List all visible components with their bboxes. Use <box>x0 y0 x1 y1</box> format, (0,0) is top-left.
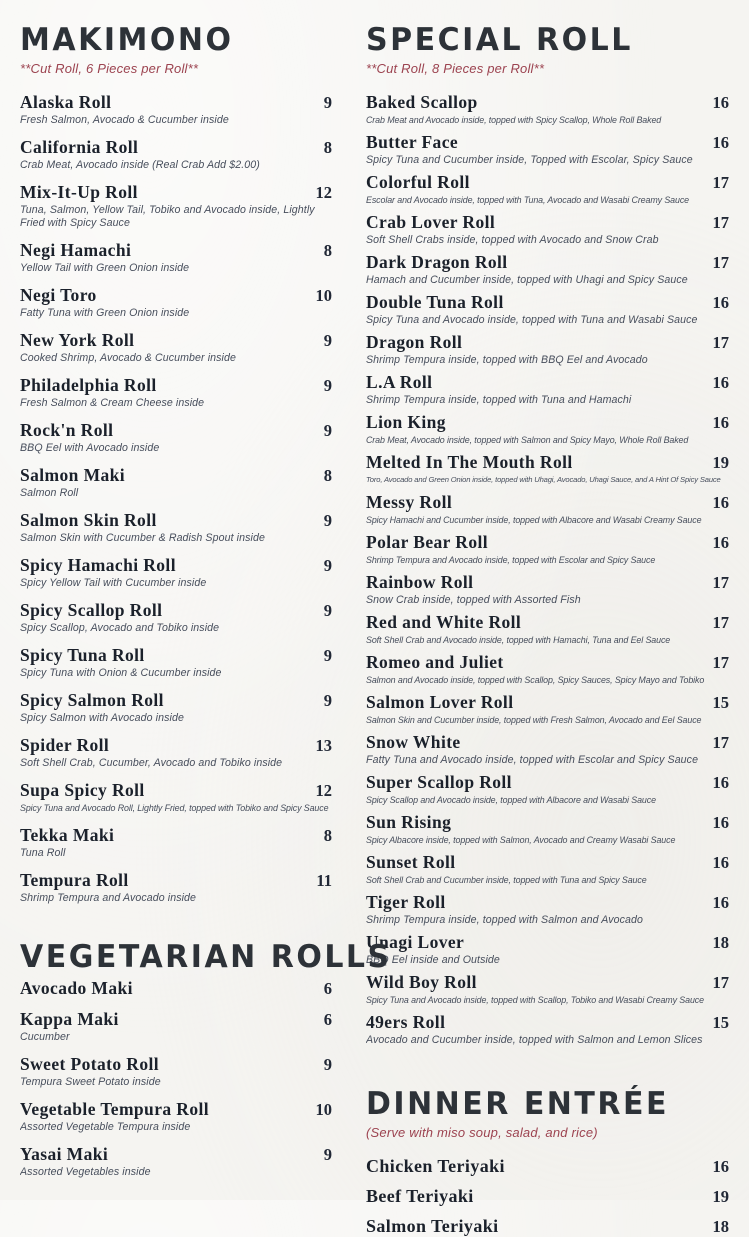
menu-item-price: 16 <box>712 93 729 112</box>
menu-item <box>20 510 332 545</box>
menu-item <box>366 292 729 326</box>
section-title-dinner-entree: DINNER ENTRÉE <box>366 1086 669 1123</box>
menu-item-name: Lion King <box>366 412 446 432</box>
menu-item-description: Toro, Avocado and Green Onion inside, topped with Uhagi, Avocado, Uhagi Sauce, and A Hint Of Spicy Sauce <box>366 475 721 484</box>
menu-item-description: Soft Shell Crab, Cucumber, Avocado and Tobiko inside <box>20 757 283 769</box>
menu-item-description: Salmon Roll <box>20 487 79 499</box>
menu-item-row <box>366 532 729 553</box>
menu-item-price: 16 <box>712 413 729 432</box>
menu-item-name: L.A Roll <box>366 372 433 392</box>
menu-item-description: Spicy Scallop, Avocado and Tobiko inside <box>20 622 220 634</box>
menu-item <box>366 612 729 646</box>
menu-item-price: 16 <box>712 533 729 552</box>
menu-item-row <box>366 812 729 833</box>
menu-item <box>20 1144 332 1179</box>
menu-item <box>20 1054 332 1089</box>
menu-item-row <box>20 375 332 396</box>
menu-item-name: Melted In The Mouth Roll <box>366 452 573 472</box>
menu-item-name: California Roll <box>20 137 139 157</box>
item-list-makimono <box>20 92 332 905</box>
menu-item-row <box>366 972 729 993</box>
menu-item-name: Spicy Tuna Roll <box>20 645 145 665</box>
menu-item-name: Salmon Teriyaki <box>366 1216 499 1236</box>
menu-item-row <box>366 772 729 793</box>
menu-item-name: Philadelphia Roll <box>20 375 157 395</box>
menu-item-name: Tekka Maki <box>20 825 115 845</box>
menu-item-name: Vegetable Tempura Roll <box>20 1099 209 1119</box>
menu-item-name: Salmon Lover Roll <box>366 692 514 712</box>
menu-item-description: Assorted Vegetable Tempura inside <box>20 1121 191 1133</box>
menu-item-name: Chicken Teriyaki <box>366 1156 505 1176</box>
menu-item-name: Baked Scallop <box>366 92 478 112</box>
menu-item-price: 9 <box>323 511 332 530</box>
menu-item-row <box>366 172 729 193</box>
menu-item-name: Crab Lover Roll <box>366 212 496 232</box>
menu-item <box>20 182 332 230</box>
menu-item <box>20 825 332 860</box>
menu-item-description: Tuna Roll <box>20 847 66 859</box>
menu-item-description: Soft Shell Crab and Cucumber inside, topped with Tuna and Spicy Sauce <box>366 875 647 885</box>
menu-item-name: New York Roll <box>20 330 135 350</box>
section-special-roll <box>366 22 729 1046</box>
menu-item-price: 16 <box>712 893 729 912</box>
section-title-special-roll: SPECIAL ROLL <box>366 22 633 59</box>
menu-item-price: 16 <box>712 853 729 872</box>
menu-item <box>366 92 729 126</box>
menu-item-row <box>366 572 729 593</box>
menu-item-row <box>366 892 729 913</box>
menu-item-description: Cooked Shrimp, Avocado & Cucumber inside <box>20 352 236 364</box>
item-list-special-roll <box>366 92 729 1046</box>
menu-item <box>20 1009 332 1044</box>
menu-item-description: Shrimp Tempura and Avocado inside <box>20 892 197 904</box>
menu-item-name: Sweet Potato Roll <box>20 1054 159 1074</box>
menu-item-name: Snow White <box>366 732 461 752</box>
menu-item-row <box>366 332 729 353</box>
menu-item-price: 18 <box>712 933 729 952</box>
menu-item-price: 8 <box>323 241 332 260</box>
menu-item-price: 12 <box>315 781 332 800</box>
menu-item <box>366 932 729 966</box>
menu-item-row <box>366 1012 729 1033</box>
menu-item-name: Tiger Roll <box>366 892 446 912</box>
menu-item <box>20 375 332 410</box>
menu-item-row <box>366 1156 729 1177</box>
menu-item-name: Mix-It-Up Roll <box>20 182 138 202</box>
menu-item-price: 9 <box>323 1055 332 1074</box>
menu-item-price: 12 <box>315 183 332 202</box>
menu-item-description: Fresh Salmon & Cream Cheese inside <box>20 397 205 409</box>
menu-item <box>20 645 332 680</box>
menu-item-price: 16 <box>712 773 729 792</box>
menu-item-description: Spicy Scallop and Avocado inside, topped with Albacore and Wasabi Sauce <box>366 795 656 805</box>
menu-item <box>366 532 729 566</box>
menu-item-row <box>366 492 729 513</box>
menu-item-row <box>20 870 332 891</box>
menu-item-description: Crab Meat, Avocado inside, topped with Salmon and Spicy Mayo, Whole Roll Baked <box>366 435 689 445</box>
menu-item-row <box>20 510 332 531</box>
menu-item-row <box>20 690 332 711</box>
menu-item-row <box>366 852 729 873</box>
menu-item-row <box>20 555 332 576</box>
menu-item-row <box>20 182 332 203</box>
menu-item-name: Spicy Scallop Roll <box>20 600 163 620</box>
menu-item-name: Dark Dragon Roll <box>366 252 508 272</box>
menu-item-row <box>20 645 332 666</box>
menu-item <box>20 92 332 127</box>
menu-item-price: 10 <box>315 286 332 305</box>
menu-item <box>20 420 332 455</box>
menu-item <box>366 492 729 526</box>
menu-item-name: Spider Roll <box>20 735 110 755</box>
menu-item-price: 17 <box>712 213 729 232</box>
menu-item-price: 16 <box>712 133 729 152</box>
menu-item <box>366 692 729 726</box>
menu-item-name: 49ers Roll <box>366 1012 446 1032</box>
menu-item-description: Salmon Skin with Cucumber & Radish Spout inside <box>20 532 265 544</box>
menu-item <box>20 780 332 815</box>
menu-item-description: BBQ Eel inside and Outside <box>366 954 500 966</box>
section-subtitle-makimono: **Cut Roll, 6 Pieces per Roll** <box>20 61 199 76</box>
menu-item-price: 13 <box>315 736 332 755</box>
menu-item-price: 9 <box>323 376 332 395</box>
menu-item-name: Rainbow Roll <box>366 572 474 592</box>
menu-item-price: 9 <box>323 331 332 350</box>
menu-item <box>20 870 332 905</box>
menu-item-row <box>366 1186 729 1207</box>
menu-item-name: Supa Spicy Roll <box>20 780 145 800</box>
menu-item-price: 17 <box>712 973 729 992</box>
menu-item-description: Soft Shell Crab and Avocado inside, topped with Hamachi, Tuna and Eel Sauce <box>366 635 671 645</box>
section-subtitle-special-roll: **Cut Roll, 8 Pieces per Roll** <box>366 61 545 76</box>
menu-item-description: Salmon Skin and Cucumber inside, topped with Fresh Salmon, Avocado and Eel Sauce <box>366 715 702 725</box>
menu-item-price: 19 <box>712 1187 729 1206</box>
menu-item-name: Double Tuna Roll <box>366 292 504 312</box>
menu-item-description: Salmon and Avocado inside, topped with Scallop, Spicy Sauces, Spicy Mayo and Tobiko <box>366 675 705 685</box>
menu-item-name: Spicy Salmon Roll <box>20 690 164 710</box>
menu-item-row <box>20 420 332 441</box>
menu-item <box>366 572 729 606</box>
menu-item <box>20 465 332 500</box>
menu-item-row <box>20 735 332 756</box>
menu-item-row <box>366 372 729 393</box>
menu-item-price: 17 <box>712 573 729 592</box>
menu-item <box>366 212 729 246</box>
menu-item-name: Sunset Roll <box>366 852 456 872</box>
menu-item-description: Soft Shell Crabs inside, topped with Avocado and Snow Crab <box>366 234 659 246</box>
menu-item-row <box>20 1054 332 1075</box>
menu-item-price: 9 <box>323 691 332 710</box>
menu-item-price: 17 <box>712 253 729 272</box>
menu-item-name: Messy Roll <box>366 492 453 512</box>
menu-item-price: 6 <box>323 979 332 998</box>
menu-item-row <box>20 1144 332 1165</box>
menu-item-description: Shrimp Tempura inside, topped with BBQ Eel and Avocado <box>366 354 648 366</box>
menu-item-name: Negi Hamachi <box>20 240 132 260</box>
menu-item-row <box>20 978 332 999</box>
menu-item-row <box>20 240 332 261</box>
menu-left-column <box>20 22 392 1190</box>
menu-item-description: Fatty Tuna with Green Onion inside <box>20 307 190 319</box>
menu-item-name: Super Scallop Roll <box>366 772 512 792</box>
section-subtitle-dinner-entree: (Serve with miso soup, salad, and rice) <box>366 1125 598 1140</box>
menu-item <box>366 1156 729 1177</box>
menu-item-name: Red and White Roll <box>366 612 522 632</box>
menu-item-name: Negi Toro <box>20 285 97 305</box>
menu-item-price: 16 <box>712 493 729 512</box>
menu-item-description: Tempura Sweet Potato inside <box>20 1076 161 1088</box>
menu-item <box>20 690 332 725</box>
menu-item <box>20 285 332 320</box>
menu-item-price: 11 <box>316 871 332 890</box>
menu-item-row <box>20 137 332 158</box>
menu-item <box>366 732 729 766</box>
menu-item <box>20 240 332 275</box>
menu-item-description: Yellow Tail with Green Onion inside <box>20 262 190 274</box>
menu-item <box>366 852 729 886</box>
menu-item-row <box>20 1099 332 1120</box>
menu-item <box>366 892 729 926</box>
menu-item-description: Spicy Salmon with Avocado inside <box>20 712 184 724</box>
menu-item-row <box>20 330 332 351</box>
menu-item-price: 17 <box>712 333 729 352</box>
menu-item-price: 9 <box>323 421 332 440</box>
menu-item <box>366 1216 729 1237</box>
menu-item-description: Crab Meat and Avocado inside, topped with Spicy Scallop, Whole Roll Baked <box>366 115 662 125</box>
menu-item-price: 15 <box>712 693 729 712</box>
menu-item-description: Fresh Salmon, Avocado & Cucumber inside <box>20 114 229 126</box>
menu-item <box>366 332 729 366</box>
menu-item-price: 10 <box>315 1100 332 1119</box>
menu-item-description: Assorted Vegetables inside <box>20 1166 151 1178</box>
menu-item-name: Avocado Maki <box>20 978 133 998</box>
menu-item-description: Spicy Tuna and Cucumber inside, Topped with Escolar, Spicy Sauce <box>366 154 693 166</box>
menu-item-price: 16 <box>712 813 729 832</box>
menu-item-price: 8 <box>323 138 332 157</box>
menu-item-row <box>366 292 729 313</box>
menu-item <box>366 1186 729 1207</box>
section-title-makimono: MAKIMONO <box>20 22 234 59</box>
menu-item-description: Spicy Tuna with Onion & Cucumber inside <box>20 667 222 679</box>
menu-item-description: Shrimp Tempura inside, topped with Salmon and Avocado <box>366 914 643 926</box>
menu-item-name: Beef Teriyaki <box>366 1186 474 1206</box>
menu-item <box>20 555 332 590</box>
menu-item <box>366 172 729 206</box>
menu-item-price: 17 <box>712 653 729 672</box>
menu-item-price: 9 <box>323 646 332 665</box>
item-list-dinner-entree <box>366 1156 729 1237</box>
menu-item <box>366 812 729 846</box>
menu-item-row <box>20 825 332 846</box>
menu-item-name: Kappa Maki <box>20 1009 119 1029</box>
menu-item-price: 17 <box>712 173 729 192</box>
menu-item-name: Butter Face <box>366 132 459 152</box>
menu-item-row <box>20 285 332 306</box>
menu-item-row <box>366 732 729 753</box>
menu-item-description: BBQ Eel with Avocado inside <box>20 442 160 454</box>
menu-item <box>366 1012 729 1046</box>
menu-item-name: Spicy Hamachi Roll <box>20 555 176 575</box>
menu-item <box>366 652 729 686</box>
menu-item-price: 9 <box>323 556 332 575</box>
menu-item <box>366 412 729 446</box>
item-list-vegetarian-rolls <box>20 978 332 1179</box>
menu-item-row <box>366 452 729 473</box>
menu-item-price: 9 <box>323 601 332 620</box>
section-title-vegetarian-rolls: VEGETARIAN ROLLS <box>20 939 392 976</box>
menu-item <box>20 600 332 635</box>
menu-item-price: 16 <box>712 1157 729 1176</box>
menu-item-price: 18 <box>712 1217 729 1236</box>
menu-item <box>20 978 332 999</box>
menu-item-description: Spicy Yellow Tail with Cucumber inside <box>20 577 207 589</box>
menu-item-description: Cucumber <box>20 1031 70 1043</box>
menu-item <box>20 330 332 365</box>
menu-item-description: Tuna, Salmon, Yellow Tail, Tobiko and Avocado inside, Lightly Fried with Spicy Sauce <box>20 204 315 229</box>
menu-item-price: 9 <box>323 93 332 112</box>
menu-item <box>366 252 729 286</box>
menu-item-row <box>20 1009 332 1030</box>
menu-item-row <box>20 465 332 486</box>
section-dinner-entree <box>366 1086 729 1237</box>
menu-item-row <box>366 212 729 233</box>
menu-item-name: Salmon Maki <box>20 465 126 485</box>
menu-item-description: Avocado and Cucumber inside, topped with Salmon and Lemon Slices <box>366 1034 703 1046</box>
menu-item-description: Spicy Tuna and Avocado Roll, Lightly Fried, topped with Tobiko and Spicy Sauce <box>20 803 329 813</box>
section-vegetarian-rolls <box>20 939 392 1179</box>
menu-item-price: 17 <box>712 733 729 752</box>
menu-item-price: 6 <box>323 1010 332 1029</box>
menu-item-row <box>366 132 729 153</box>
menu-item-name: Unagi Lover <box>366 932 465 952</box>
menu-item-name: Wild Boy Roll <box>366 972 477 992</box>
menu-item <box>20 735 332 770</box>
menu-item-description: Escolar and Avocado inside, topped with Tuna, Avocado and Wasabi Creamy Sauce <box>366 195 690 205</box>
menu-item-description: Spicy Tuna and Avocado inside, topped with Scallop, Tobiko and Wasabi Creamy Sauce <box>366 995 704 1005</box>
menu-item <box>20 1099 332 1134</box>
menu-item-name: Salmon Skin Roll <box>20 510 157 530</box>
menu-item-row <box>366 932 729 953</box>
menu-item-price: 16 <box>712 373 729 392</box>
menu-item-description: Shrimp Tempura and Avocado inside, topped with Escolar and Spicy Sauce <box>366 555 656 565</box>
menu-item-row <box>366 612 729 633</box>
menu-item-row <box>366 252 729 273</box>
menu-item-name: Alaska Roll <box>20 92 112 112</box>
menu-item-description: Spicy Albacore inside, topped with Salmon, Avocado and Creamy Wasabi Sauce <box>366 835 676 845</box>
menu-item <box>366 452 729 486</box>
menu-item-price: 16 <box>712 293 729 312</box>
menu-item-price: 19 <box>712 453 729 472</box>
menu-item-price: 8 <box>323 466 332 485</box>
menu-item-price: 9 <box>323 1145 332 1164</box>
menu-right-column <box>366 22 729 1236</box>
menu-item <box>366 972 729 1006</box>
menu-item <box>366 132 729 166</box>
menu-item-description: Crab Meat, Avocado inside (Real Crab Add $2.00) <box>20 159 260 171</box>
menu-item-row <box>366 92 729 113</box>
menu-item-row <box>20 780 332 801</box>
menu-item-row <box>20 600 332 621</box>
menu-item-name: Yasai Maki <box>20 1144 109 1164</box>
menu-item <box>20 137 332 172</box>
menu-item-row <box>366 692 729 713</box>
menu-item-row <box>20 92 332 113</box>
menu-item-price: 15 <box>712 1013 729 1032</box>
menu-item-name: Colorful Roll <box>366 172 470 192</box>
menu-item-price: 17 <box>712 613 729 632</box>
menu-item-name: Sun Rising <box>366 812 452 832</box>
menu-item-price: 8 <box>323 826 332 845</box>
menu-item-name: Polar Bear Roll <box>366 532 489 552</box>
menu-item-row <box>366 652 729 673</box>
menu-item-row <box>366 1216 729 1237</box>
menu-item <box>366 372 729 406</box>
menu-item-name: Rock'n Roll <box>20 420 114 440</box>
menu-item-description: Spicy Tuna and Avocado inside, topped with Tuna and Wasabi Sauce <box>366 314 698 326</box>
menu-item-description: Fatty Tuna and Avocado inside, topped with Escolar and Spicy Sauce <box>366 754 699 766</box>
menu-item-description: Shrimp Tempura inside, topped with Tuna and Hamachi <box>366 394 632 406</box>
menu-item-row <box>366 412 729 433</box>
menu-item-description: Spicy Hamachi and Cucumber inside, topped with Albacore and Wasabi Creamy Sauce <box>366 515 702 525</box>
menu-item <box>366 772 729 806</box>
menu-item-name: Tempura Roll <box>20 870 129 890</box>
menu-item-description: Hamach and Cucumber inside, topped with Uhagi and Spicy Sauce <box>366 274 688 286</box>
section-makimono <box>20 22 332 905</box>
menu-item-description: Snow Crab inside, topped with Assorted Fish <box>366 594 581 606</box>
menu-item-name: Romeo and Juliet <box>366 652 504 672</box>
menu-item-name: Dragon Roll <box>366 332 463 352</box>
